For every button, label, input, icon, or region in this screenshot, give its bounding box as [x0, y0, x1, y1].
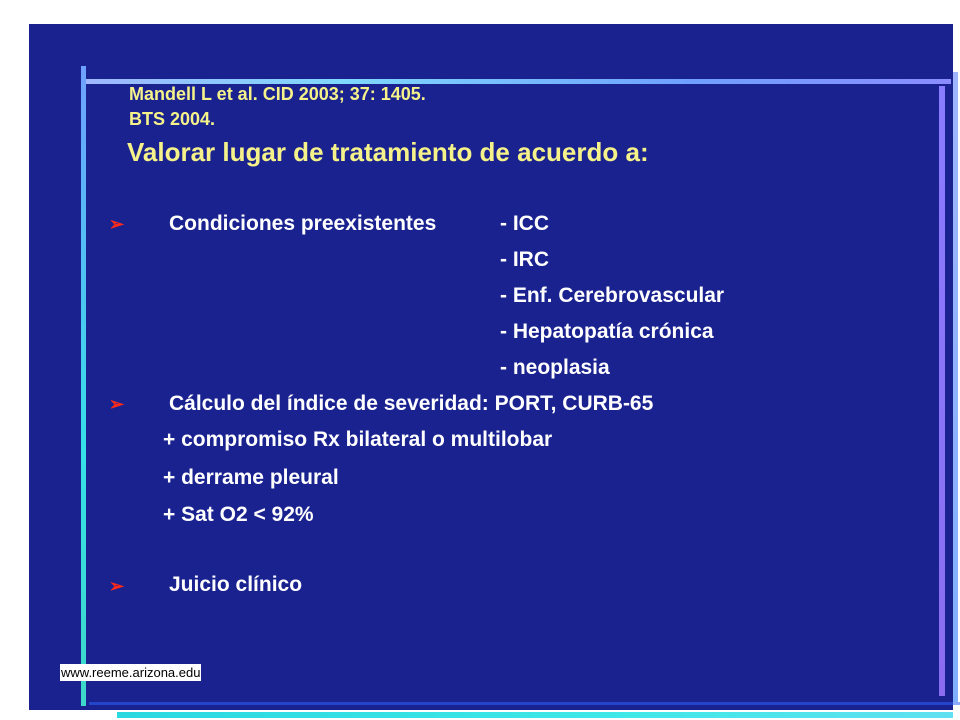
decorative-bar-right-inner: [939, 86, 945, 696]
bullet-1-label: Condiciones preexistentes: [169, 212, 437, 235]
condition-item: - Enf. Cerebrovascular: [500, 284, 725, 307]
slide-canvas: [29, 24, 953, 710]
bullet-arrow-icon: ➢: [109, 394, 125, 414]
bullet-2-label: Cálculo del índice de severidad: PORT, CURB-65: [169, 392, 654, 415]
condition-item: - neoplasia: [500, 356, 610, 379]
bullet-3-label: Juicio clínico: [169, 573, 303, 596]
decorative-bar-bottom: [117, 712, 953, 718]
severity-item: + Sat O2 < 92%: [163, 503, 314, 526]
condition-item: - ICC: [500, 212, 549, 235]
condition-item: - IRC: [500, 248, 549, 271]
decorative-bar-left: [81, 66, 86, 706]
decorative-bar-bottom-shadow: [89, 702, 960, 705]
source-url-link[interactable]: www.reeme.arizona.edu: [61, 665, 201, 680]
decorative-bar-right-outer: [953, 72, 958, 702]
condition-item: - Hepatopatía crónica: [500, 320, 714, 343]
bullet-arrow-icon: ➢: [109, 576, 125, 596]
reference-line-2: BTS 2004.: [129, 109, 216, 129]
reference-line-1: Mandell L et al. CID 2003; 37: 1405.: [129, 84, 426, 104]
slide-heading: Valorar lugar de tratamiento de acuerdo a:: [127, 137, 649, 167]
severity-item: + derrame pleural: [163, 466, 339, 489]
severity-item: + compromiso Rx bilateral o multilobar: [163, 428, 553, 451]
bullet-arrow-icon: ➢: [109, 214, 125, 234]
